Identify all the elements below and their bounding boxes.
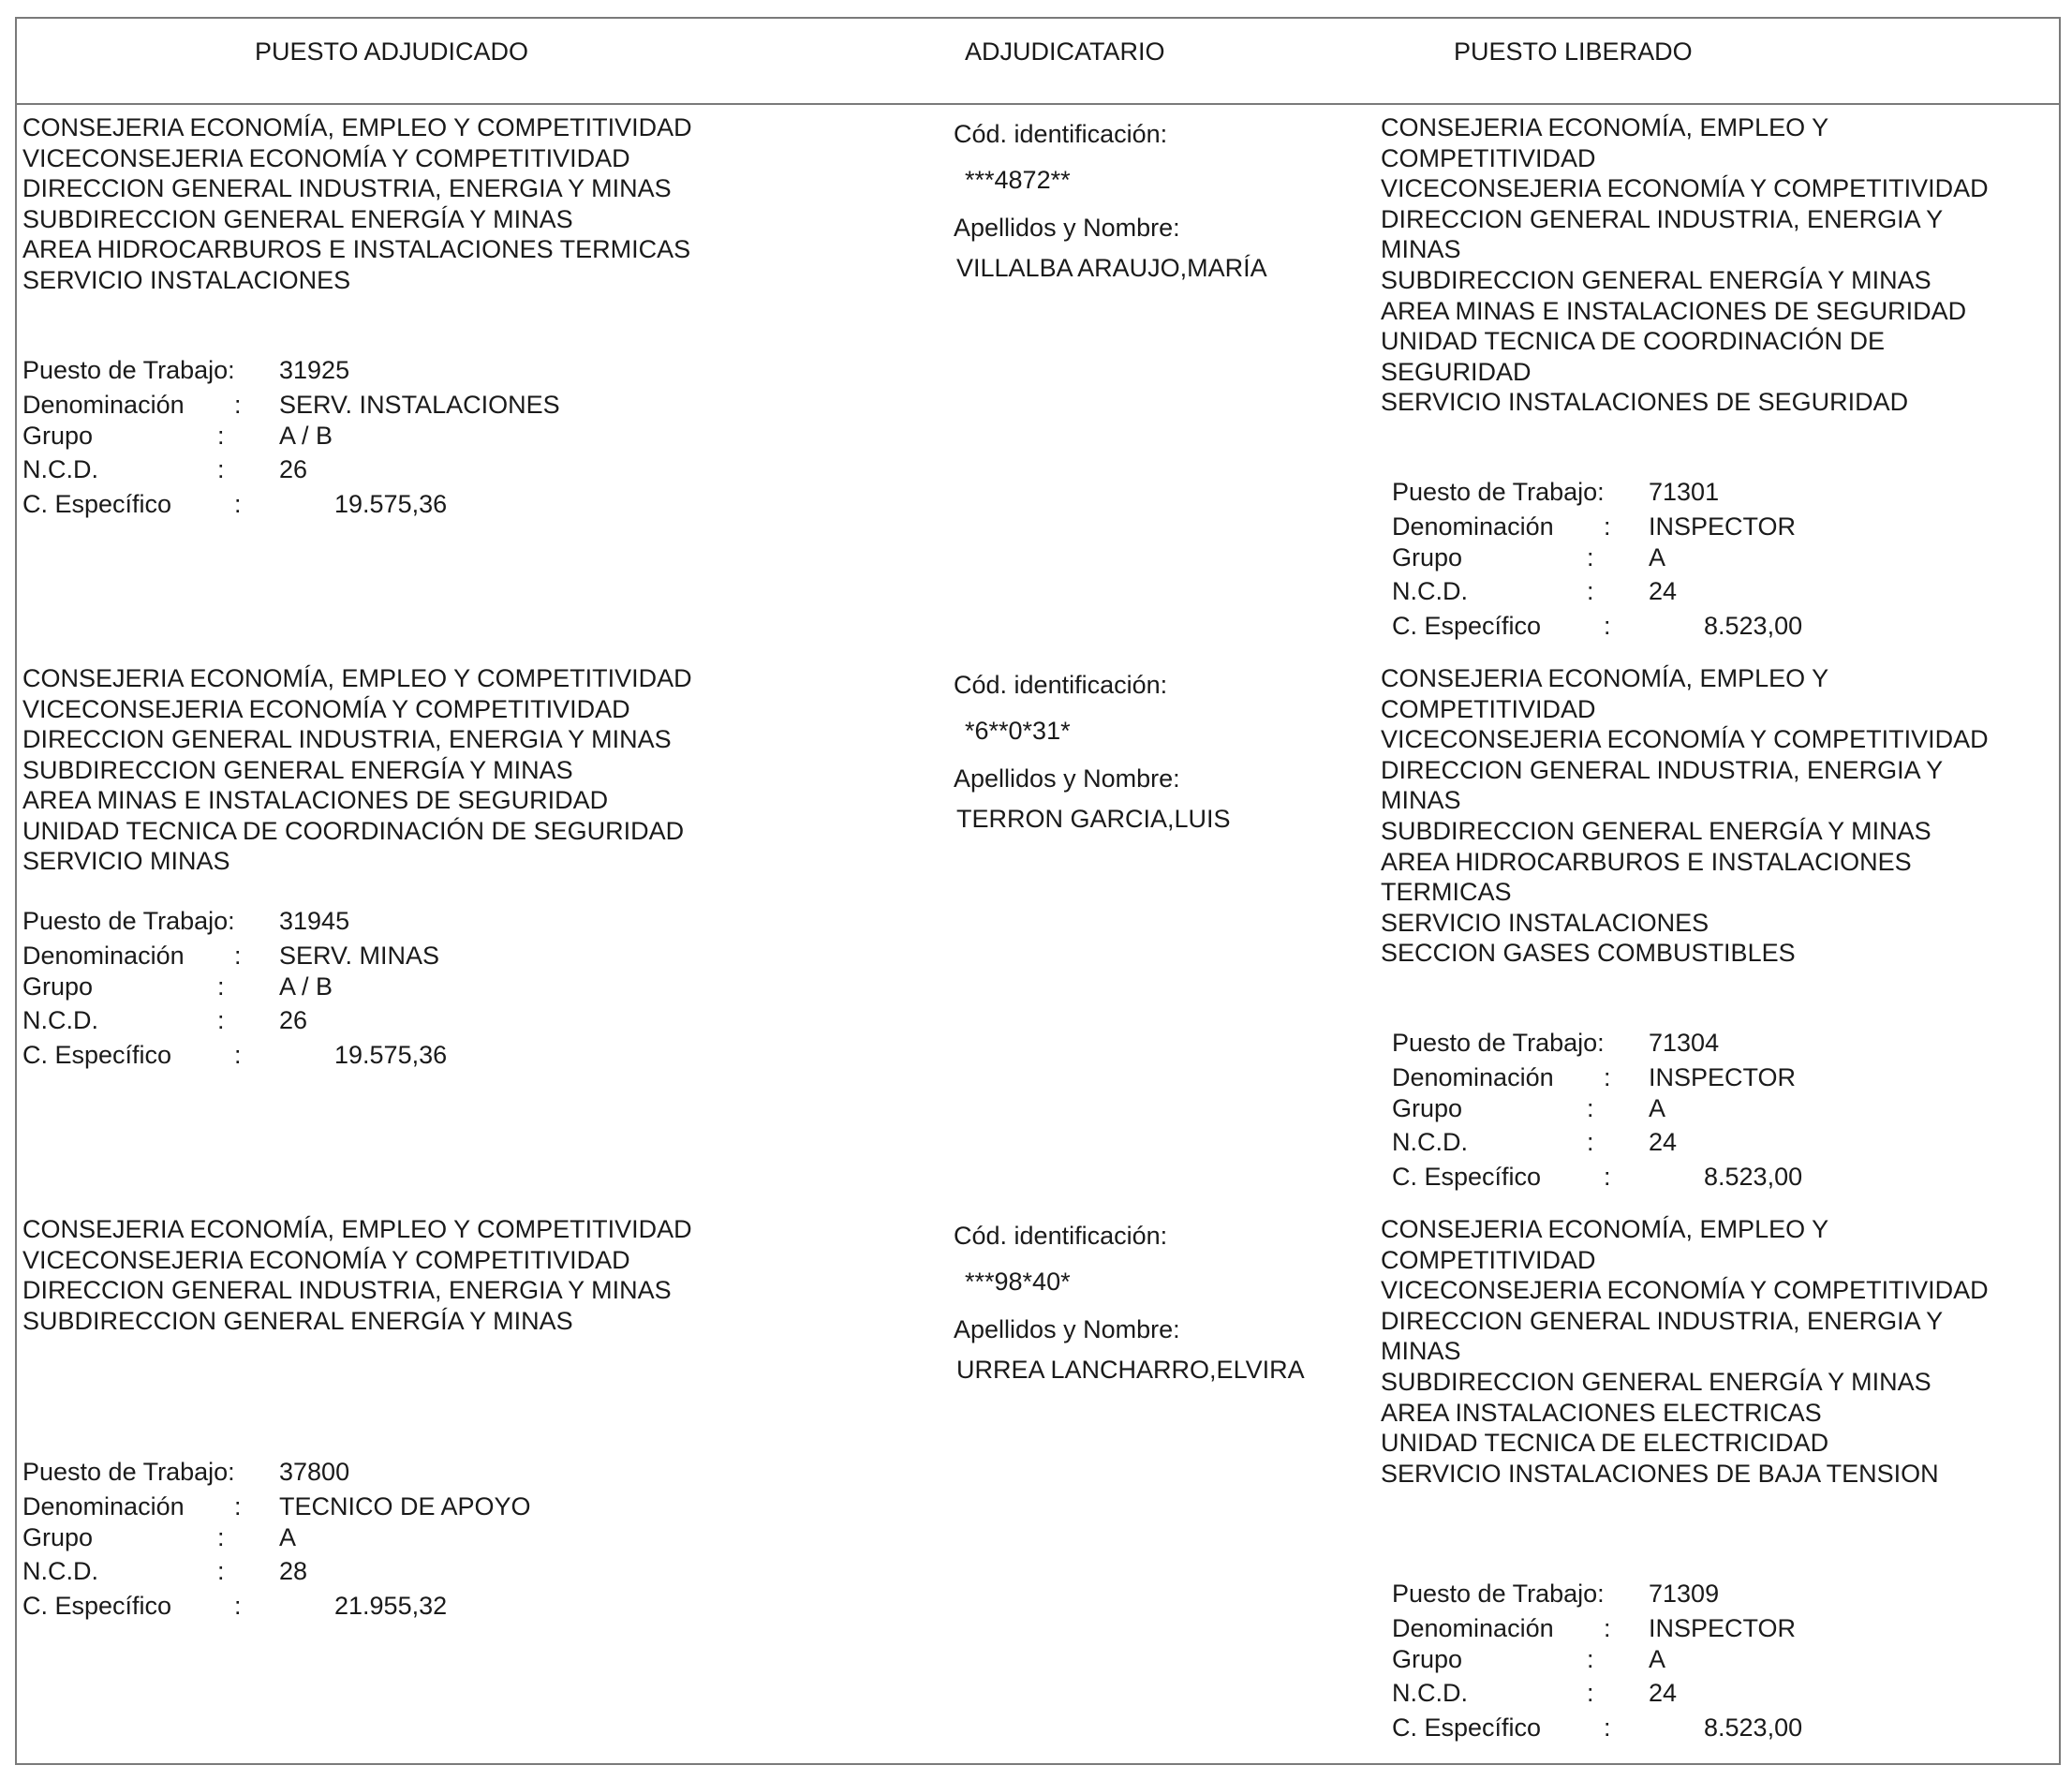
- adjudicado-org-line: SUBDIRECCION GENERAL ENERGÍA Y MINAS: [22, 1306, 573, 1335]
- liberado-org-line: SERVICIO INSTALACIONES DE BAJA TENSION: [1381, 1459, 1939, 1488]
- adjudicado-denominacion-value: SERV. MINAS: [279, 942, 440, 970]
- liberado-org-line: MINAS: [1381, 1337, 1461, 1366]
- cod-identificacion-label: Cód. identificación:: [954, 1222, 1168, 1250]
- adjudicado-especifico-label: C. Específico: [22, 1041, 172, 1069]
- liberado-puesto-value: 71309: [1649, 1580, 1720, 1608]
- liberado-org-line: SUBDIRECCION GENERAL ENERGÍA Y MINAS: [1381, 817, 1931, 845]
- adjudicado-org-line: DIRECCION GENERAL INDUSTRIA, ENERGIA Y MINAS: [22, 1276, 672, 1304]
- adjudicado-org-line: AREA HIDROCARBUROS E INSTALACIONES TERMICAS: [22, 235, 691, 263]
- liberado-ncd-value: 24: [1649, 577, 1678, 605]
- adjudicado-grupo-label: Grupo: [22, 1523, 94, 1551]
- adjudicado-ncd-value: 26: [279, 1006, 308, 1034]
- adjudicado-ncd-label: N.C.D.: [22, 1006, 98, 1034]
- adjudicado-org-line: CONSEJERIA ECONOMÍA, EMPLEO Y COMPETITIVIDAD: [22, 1215, 692, 1243]
- adjudicado-grupo-value: A / B: [279, 972, 333, 1001]
- adjudicado-grupo-label: Grupo: [22, 422, 94, 450]
- liberado-especifico-label: C. Específico: [1392, 1163, 1542, 1191]
- liberado-org-line: TERMICAS: [1381, 878, 1512, 907]
- adjudicado-puesto-label: Puesto de Trabajo:: [22, 907, 235, 935]
- adjudicado-puesto-label: Puesto de Trabajo:: [22, 1458, 235, 1486]
- adjudicado-especifico-colon: :: [234, 1041, 242, 1069]
- liberado-org-line: CONSEJERIA ECONOMÍA, EMPLEO Y: [1381, 113, 1829, 141]
- liberado-denominacion-label: Denominación: [1392, 1063, 1554, 1091]
- liberado-org-line: SERVICIO INSTALACIONES: [1381, 908, 1709, 937]
- liberado-grupo-label: Grupo: [1392, 543, 1463, 571]
- liberado-especifico-value: 8.523,00: [1704, 1163, 1803, 1191]
- liberado-org-line: CONSEJERIA ECONOMÍA, EMPLEO Y: [1381, 1215, 1829, 1243]
- header-adjudicatario: ADJUDICATARIO: [965, 37, 1165, 66]
- liberado-org-line: DIRECCION GENERAL INDUSTRIA, ENERGIA Y: [1381, 755, 1944, 784]
- liberado-especifico-colon: :: [1604, 612, 1611, 640]
- liberado-denominacion-colon: :: [1604, 512, 1611, 541]
- cod-identificacion-label: Cód. identificación:: [954, 120, 1168, 148]
- adjudicado-grupo-colon: :: [217, 1523, 225, 1551]
- liberado-grupo-label: Grupo: [1392, 1645, 1463, 1673]
- adjudicado-grupo-value: A: [279, 1523, 297, 1551]
- liberado-especifico-colon: :: [1604, 1163, 1611, 1191]
- liberado-grupo-value: A: [1649, 543, 1666, 571]
- liberado-org-line: VICECONSEJERIA ECONOMÍA Y COMPETITIVIDAD: [1381, 1276, 1989, 1305]
- liberado-puesto-value: 71301: [1649, 478, 1720, 506]
- liberado-ncd-colon: :: [1587, 577, 1594, 605]
- adjudicado-ncd-colon: :: [217, 1557, 225, 1585]
- liberado-org-line: VICECONSEJERIA ECONOMÍA Y COMPETITIVIDAD: [1381, 174, 1989, 203]
- adjudicado-denominacion-label: Denominación: [22, 391, 185, 419]
- adjudicado-org-line: VICECONSEJERIA ECONOMÍA Y COMPETITIVIDAD: [22, 1245, 630, 1274]
- adjudicado-denominacion-colon: :: [234, 942, 242, 970]
- liberado-denominacion-label: Denominación: [1392, 512, 1554, 541]
- liberado-grupo-colon: :: [1587, 543, 1594, 571]
- liberado-grupo-colon: :: [1587, 1645, 1594, 1673]
- apellidos-nombre-label: Apellidos y Nombre:: [954, 764, 1180, 793]
- adjudicado-especifico-value: 21.955,32: [334, 1592, 448, 1620]
- record-1: [0, 112, 2072, 665]
- liberado-denominacion-value: INSPECTOR: [1649, 1063, 1797, 1091]
- apellidos-nombre-value: VILLALBA ARAUJO,MARÍA: [956, 254, 1267, 282]
- adjudicado-especifico-value: 19.575,36: [334, 1041, 448, 1069]
- liberado-denominacion-value: INSPECTOR: [1649, 512, 1797, 541]
- cod-identificacion-value: *6**0*31*: [965, 717, 1071, 745]
- adjudicado-puesto-label: Puesto de Trabajo:: [22, 356, 235, 384]
- adjudicado-puesto-value: 31945: [279, 907, 350, 935]
- adjudicado-ncd-label: N.C.D.: [22, 455, 98, 483]
- cod-identificacion-value: ***98*40*: [965, 1268, 1071, 1296]
- liberado-org-line: COMPETITIVIDAD: [1381, 1245, 1596, 1274]
- liberado-especifico-value: 8.523,00: [1704, 612, 1803, 640]
- liberado-org-line: SECCION GASES COMBUSTIBLES: [1381, 939, 1796, 968]
- liberado-grupo-value: A: [1649, 1645, 1666, 1673]
- apellidos-nombre-label: Apellidos y Nombre:: [954, 214, 1180, 242]
- liberado-org-line: SUBDIRECCION GENERAL ENERGÍA Y MINAS: [1381, 1368, 1931, 1396]
- adjudicado-denominacion-label: Denominación: [22, 942, 185, 970]
- header-divider: [15, 103, 2061, 105]
- record-2: [0, 663, 2072, 1216]
- liberado-grupo-colon: :: [1587, 1094, 1594, 1122]
- adjudicado-puesto-value: 37800: [279, 1458, 350, 1486]
- adjudicado-especifico-label: C. Específico: [22, 490, 172, 518]
- apellidos-nombre-label: Apellidos y Nombre:: [954, 1315, 1180, 1343]
- adjudicado-ncd-colon: :: [217, 455, 225, 483]
- adjudicado-grupo-colon: :: [217, 972, 225, 1001]
- cod-identificacion-value: ***4872**: [965, 166, 1071, 194]
- adjudicado-ncd-label: N.C.D.: [22, 1557, 98, 1585]
- liberado-org-line: MINAS: [1381, 786, 1461, 815]
- adjudicado-org-line: SUBDIRECCION GENERAL ENERGÍA Y MINAS: [22, 204, 573, 233]
- liberado-ncd-value: 24: [1649, 1128, 1678, 1156]
- adjudicado-denominacion-colon: :: [234, 1492, 242, 1520]
- liberado-denominacion-label: Denominación: [1392, 1614, 1554, 1642]
- liberado-org-line: COMPETITIVIDAD: [1381, 694, 1596, 723]
- record-3: [0, 1214, 2072, 1767]
- adjudicado-ncd-value: 26: [279, 455, 308, 483]
- liberado-org-line: UNIDAD TECNICA DE COORDINACIÓN DE: [1381, 327, 1886, 356]
- liberado-org-line: VICECONSEJERIA ECONOMÍA Y COMPETITIVIDAD: [1381, 725, 1989, 754]
- liberado-ncd-colon: :: [1587, 1128, 1594, 1156]
- liberado-grupo-label: Grupo: [1392, 1094, 1463, 1122]
- liberado-org-line: SUBDIRECCION GENERAL ENERGÍA Y MINAS: [1381, 266, 1931, 294]
- liberado-especifico-label: C. Específico: [1392, 1713, 1542, 1742]
- liberado-org-line: MINAS: [1381, 235, 1461, 264]
- adjudicado-grupo-colon: :: [217, 422, 225, 450]
- adjudicado-org-line: VICECONSEJERIA ECONOMÍA Y COMPETITIVIDAD: [22, 143, 630, 172]
- liberado-denominacion-colon: :: [1604, 1063, 1611, 1091]
- adjudicado-grupo-value: A / B: [279, 422, 333, 450]
- liberado-puesto-label: Puesto de Trabajo:: [1392, 1580, 1605, 1608]
- adjudicado-denominacion-label: Denominación: [22, 1492, 185, 1520]
- liberado-org-line: DIRECCION GENERAL INDUSTRIA, ENERGIA Y: [1381, 1306, 1944, 1335]
- header-puesto-adjudicado: PUESTO ADJUDICADO: [255, 37, 529, 66]
- liberado-especifico-colon: :: [1604, 1713, 1611, 1742]
- liberado-denominacion-colon: :: [1604, 1614, 1611, 1642]
- liberado-puesto-label: Puesto de Trabajo:: [1392, 1029, 1605, 1057]
- adjudicado-denominacion-value: TECNICO DE APOYO: [279, 1492, 531, 1520]
- liberado-especifico-label: C. Específico: [1392, 612, 1542, 640]
- adjudicado-org-line: DIRECCION GENERAL INDUSTRIA, ENERGIA Y MINAS: [22, 725, 672, 753]
- adjudicado-especifico-colon: :: [234, 1592, 242, 1620]
- liberado-org-line: DIRECCION GENERAL INDUSTRIA, ENERGIA Y: [1381, 204, 1944, 233]
- liberado-org-line: COMPETITIVIDAD: [1381, 143, 1596, 172]
- adjudicado-especifico-colon: :: [234, 490, 242, 518]
- cod-identificacion-label: Cód. identificación:: [954, 671, 1168, 699]
- adjudicado-org-line: VICECONSEJERIA ECONOMÍA Y COMPETITIVIDAD: [22, 694, 630, 723]
- liberado-denominacion-value: INSPECTOR: [1649, 1614, 1797, 1642]
- liberado-ncd-value: 24: [1649, 1679, 1678, 1707]
- adjudicado-denominacion-colon: :: [234, 391, 242, 419]
- liberado-especifico-value: 8.523,00: [1704, 1713, 1803, 1742]
- adjudicado-org-line: CONSEJERIA ECONOMÍA, EMPLEO Y COMPETITIVIDAD: [22, 113, 692, 141]
- header-puesto-liberado: PUESTO LIBERADO: [1454, 37, 1693, 66]
- adjudicado-org-line: CONSEJERIA ECONOMÍA, EMPLEO Y COMPETITIVIDAD: [22, 664, 692, 692]
- adjudicado-org-line: SUBDIRECCION GENERAL ENERGÍA Y MINAS: [22, 755, 573, 784]
- adjudicado-ncd-value: 28: [279, 1557, 308, 1585]
- adjudicado-ncd-colon: :: [217, 1006, 225, 1034]
- liberado-org-line: UNIDAD TECNICA DE ELECTRICIDAD: [1381, 1429, 1829, 1458]
- apellidos-nombre-value: TERRON GARCIA,LUIS: [956, 805, 1231, 833]
- liberado-puesto-value: 71304: [1649, 1029, 1720, 1057]
- liberado-ncd-label: N.C.D.: [1392, 1128, 1468, 1156]
- liberado-org-line: AREA MINAS E INSTALACIONES DE SEGURIDAD: [1381, 296, 1967, 325]
- adjudicado-puesto-value: 31925: [279, 356, 350, 384]
- liberado-org-line: CONSEJERIA ECONOMÍA, EMPLEO Y: [1381, 664, 1829, 692]
- adjudicado-org-line: SERVICIO INSTALACIONES: [22, 265, 351, 294]
- adjudicado-especifico-label: C. Específico: [22, 1592, 172, 1620]
- liberado-puesto-label: Puesto de Trabajo:: [1392, 478, 1605, 506]
- adjudicado-org-line: SERVICIO MINAS: [22, 847, 230, 875]
- liberado-ncd-label: N.C.D.: [1392, 1679, 1468, 1707]
- liberado-org-line: SERVICIO INSTALACIONES DE SEGURIDAD: [1381, 388, 1909, 417]
- liberado-ncd-colon: :: [1587, 1679, 1594, 1707]
- liberado-org-line: SEGURIDAD: [1381, 357, 1532, 386]
- apellidos-nombre-value: URREA LANCHARRO,ELVIRA: [956, 1356, 1305, 1384]
- adjudicado-org-line: UNIDAD TECNICA DE COORDINACIÓN DE SEGURIDAD: [22, 816, 685, 845]
- liberado-org-line: AREA INSTALACIONES ELECTRICAS: [1381, 1398, 1822, 1427]
- adjudicado-org-line: DIRECCION GENERAL INDUSTRIA, ENERGIA Y MINAS: [22, 174, 672, 202]
- liberado-ncd-label: N.C.D.: [1392, 577, 1468, 605]
- adjudicado-grupo-label: Grupo: [22, 972, 94, 1001]
- adjudicado-denominacion-value: SERV. INSTALACIONES: [279, 391, 560, 419]
- liberado-grupo-value: A: [1649, 1094, 1666, 1122]
- adjudicado-especifico-value: 19.575,36: [334, 490, 448, 518]
- liberado-org-line: AREA HIDROCARBUROS E INSTALACIONES: [1381, 847, 1912, 876]
- adjudicado-org-line: AREA MINAS E INSTALACIONES DE SEGURIDAD: [22, 786, 609, 814]
